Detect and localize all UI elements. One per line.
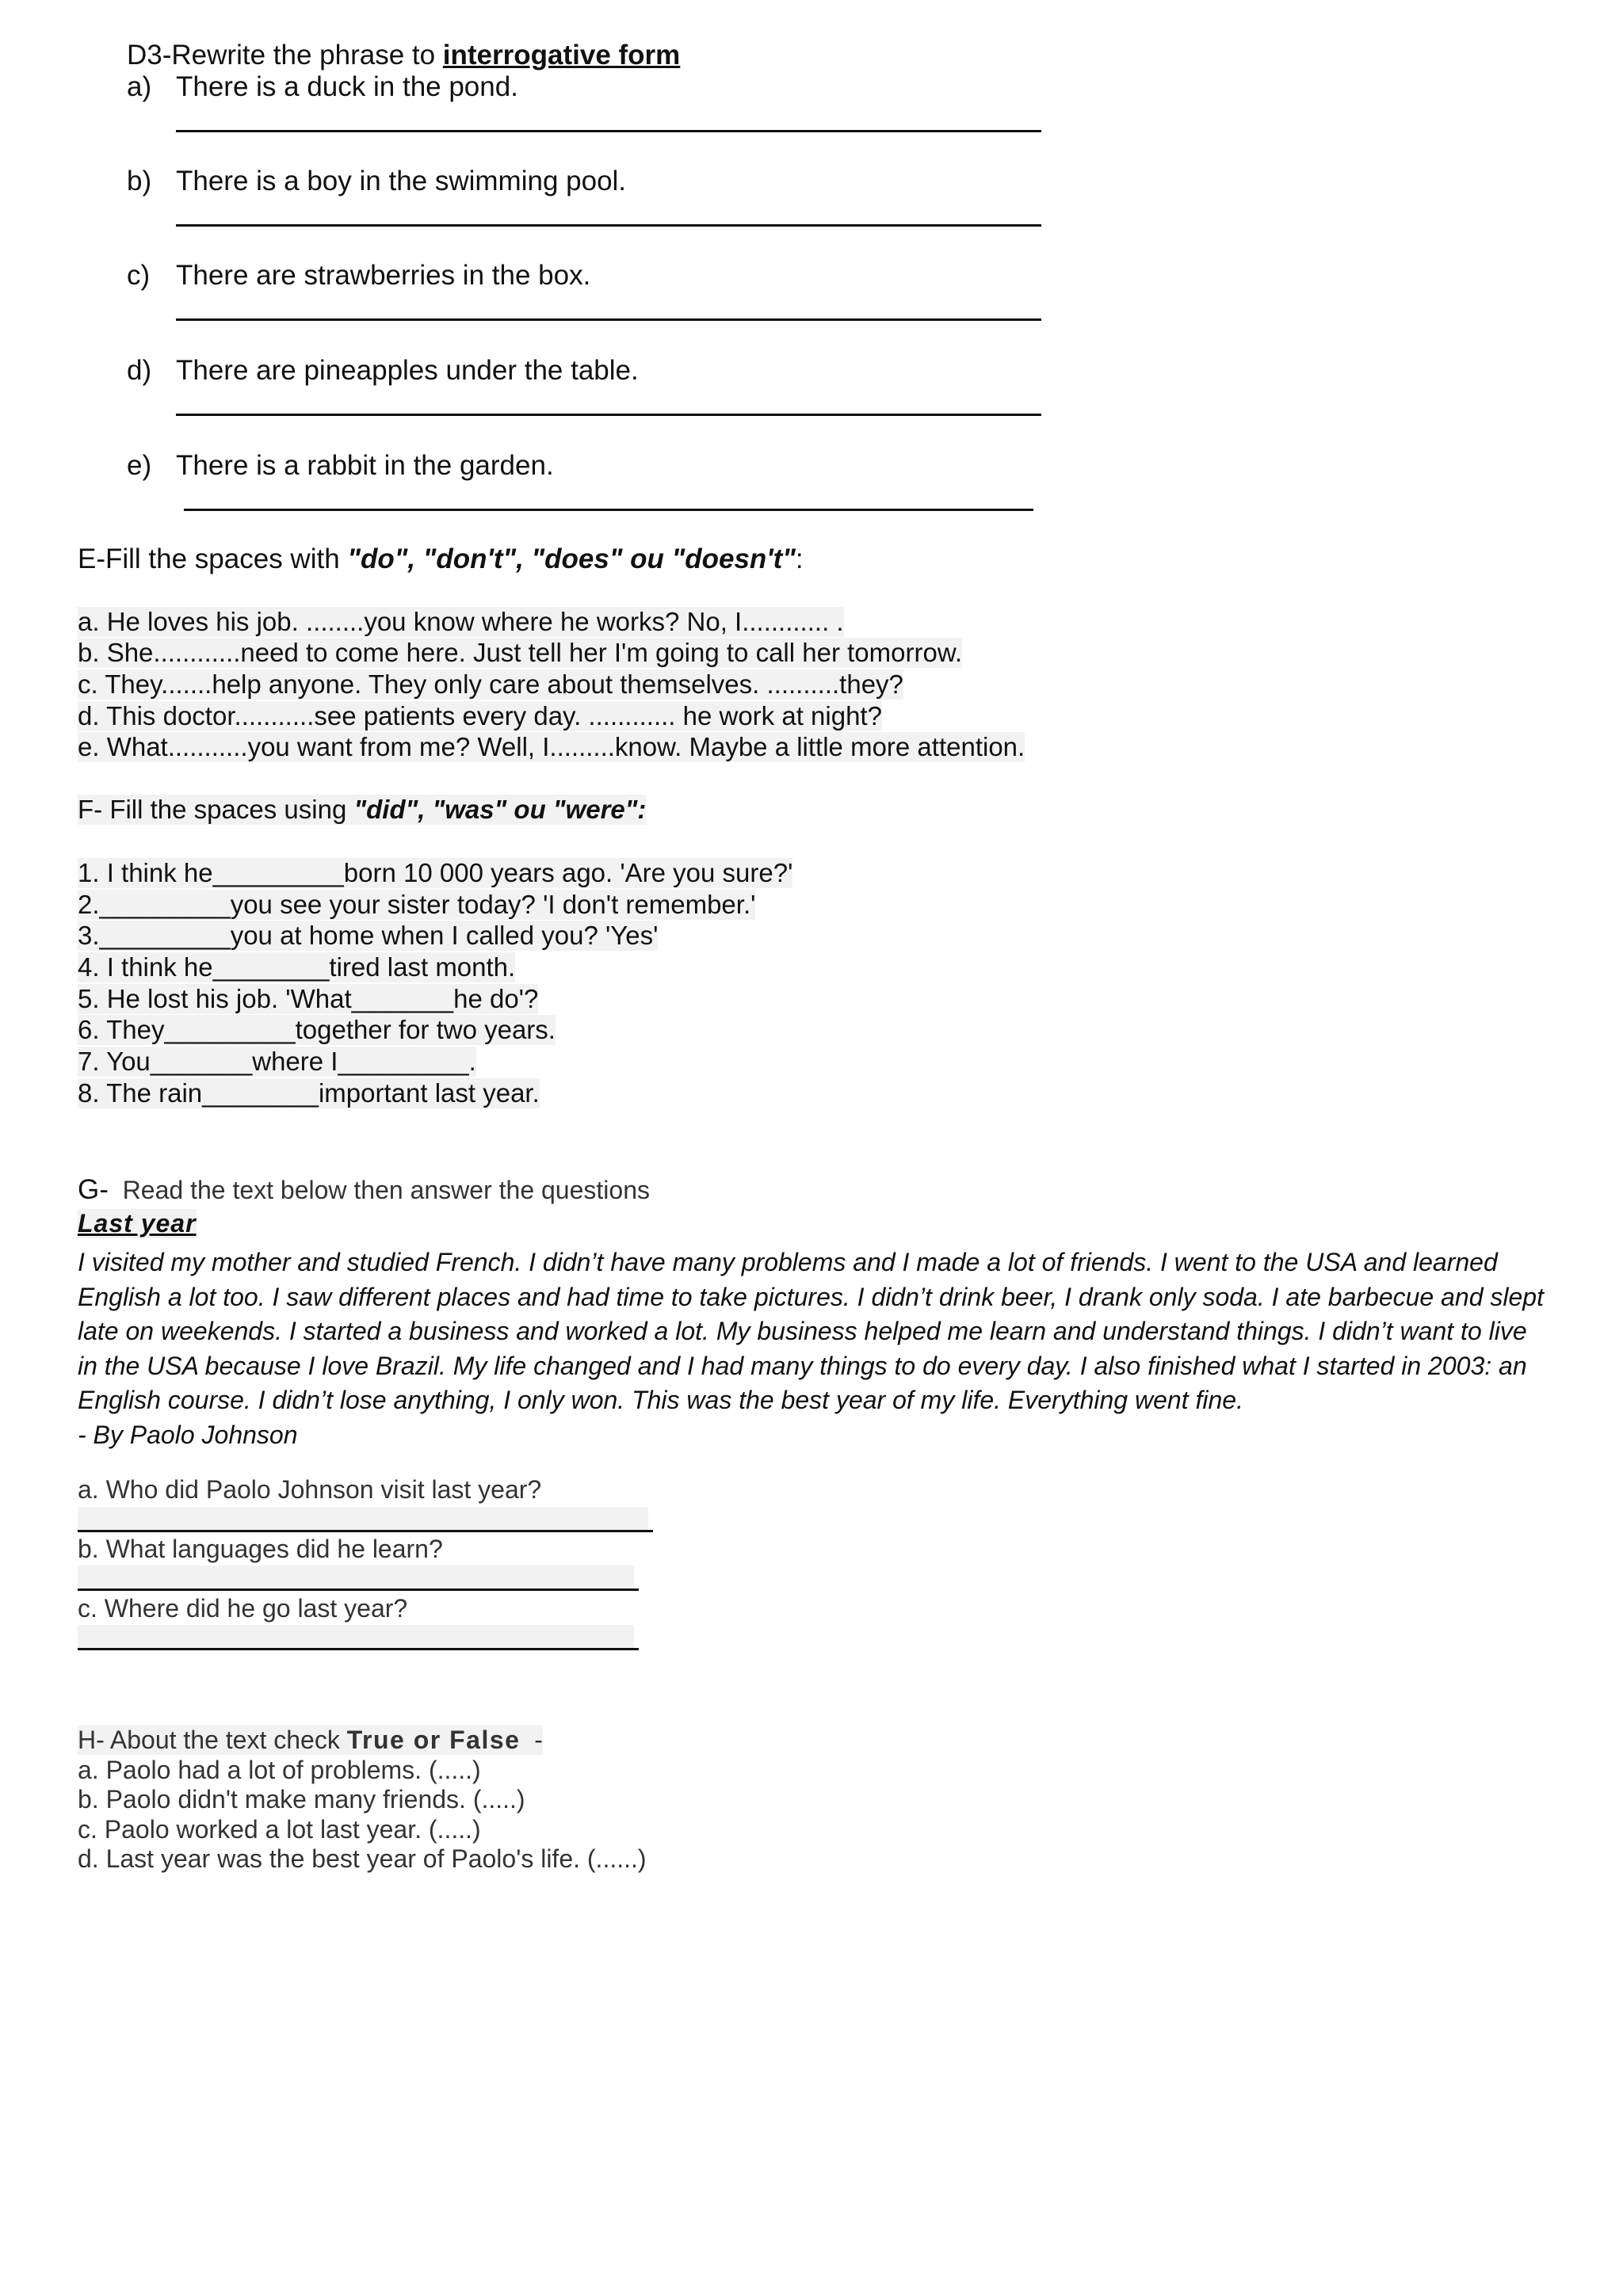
- story-line: late on weekends. I started a business and worked a lot. My business helped me learn and understand things. I didn’t want to live: [78, 1317, 1527, 1345]
- g-answer-line[interactable]: [78, 1648, 639, 1650]
- d3-title-prefix: D3-Rewrite the phrase to: [127, 40, 443, 71]
- g-answer-box[interactable]: [78, 1507, 648, 1531]
- f-item: 3._________you at home when I called you? 'Yes': [78, 921, 659, 950]
- g-heading: [78, 1174, 650, 1206]
- d3-item-text: There is a duck in the pond.: [176, 71, 518, 102]
- e-item: d. This doctor...........see patients every day. ............ he work at night?: [78, 701, 882, 730]
- d3-item-text: There is a boy in the swimming pool.: [176, 166, 627, 196]
- g-label: G-: [78, 1174, 109, 1205]
- d3-item-text: There is a rabbit in the garden.: [176, 450, 554, 481]
- d3-answer-line[interactable]: [176, 414, 1041, 416]
- e-title-emphasis: "do", "don't", "does" ou "doesn't": [347, 543, 796, 574]
- e-title-suffix: :: [795, 543, 804, 574]
- f-item: 5. He lost his job. 'What_______he do'?: [78, 984, 539, 1013]
- d3-item-letter: d): [127, 355, 152, 386]
- h-title-prefix: H- About the text check: [78, 1726, 347, 1754]
- e-title: [78, 543, 804, 575]
- g-question: a. Who did Paolo Johnson visit last year?: [78, 1475, 542, 1504]
- e-item: e. What...........you want from me? Well, I.........know. Maybe a little more attention.: [78, 732, 1025, 761]
- d3-title-emphasis: interrogative form: [442, 40, 681, 71]
- d3-title: [127, 40, 680, 71]
- d3-answer-line[interactable]: [176, 224, 1041, 227]
- f-item: 1. I think he_________born 10 000 years ago. 'Are you sure?': [78, 858, 793, 887]
- d3-item-letter: a): [127, 71, 152, 102]
- f-title: [78, 795, 646, 825]
- f-title-prefix: F- Fill the spaces using: [78, 795, 354, 824]
- g-instruction: Read the text below then answer the questions: [122, 1176, 650, 1204]
- d3-item-letter: e): [127, 450, 152, 481]
- e-item: a. He loves his job. ........you know where he works? No, I............ .: [78, 607, 844, 636]
- story-line: I visited my mother and studied French. I didn’t have many problems and I made a lot of friends. I went to the USA and learned: [78, 1248, 1498, 1276]
- g-answer-line[interactable]: [78, 1530, 653, 1532]
- d3-answer-line[interactable]: [176, 130, 1041, 132]
- g-question: b. What languages did he learn?: [78, 1535, 443, 1563]
- h-item: b. Paolo didn't make many friends. (.....): [78, 1785, 525, 1814]
- d3-item-text: There are strawberries in the box.: [176, 260, 591, 291]
- h-item: d. Last year was the best year of Paolo's life. (......): [78, 1844, 647, 1873]
- d3-item-letter: c): [127, 260, 151, 291]
- g-question: c. Where did he go last year?: [78, 1594, 408, 1623]
- f-item: 2._________you see your sister today? 'I don't remember.': [78, 890, 756, 919]
- f-item: 8. The rain________important last year.: [78, 1078, 540, 1108]
- g-answer-box[interactable]: [78, 1566, 634, 1589]
- d3-item-text: There are pineapples under the table.: [176, 355, 639, 386]
- h-item: a. Paolo had a lot of problems. (.....): [78, 1756, 481, 1784]
- f-item: 6. They_________together for two years.: [78, 1015, 556, 1044]
- story-line: English a lot too. I saw different places and had time to take pictures. I didn’t drink beer, I drank only soda. I ate barbecue and slept: [78, 1282, 1544, 1311]
- h-title-suffix: -: [520, 1726, 543, 1754]
- h-title-emphasis: True or False: [346, 1726, 521, 1754]
- story-title: Last year: [78, 1209, 197, 1238]
- h-title: [78, 1726, 543, 1755]
- story-line: in the USA because I love Brazil. My life changed and I had many things to do every day. I also finished what I started in 2003: an: [78, 1351, 1527, 1380]
- story-text: [78, 1245, 1599, 1452]
- f-item: 4. I think he________tired last month.: [78, 952, 516, 982]
- f-item: 7. You_______where I_________.: [78, 1047, 476, 1076]
- story-line: English course. I didn’t lose anything, I only won. This was the best year of my life. Everything went fine.: [78, 1386, 1243, 1414]
- e-item: c. They.......help anyone. They only care about themselves. ..........they?: [78, 669, 903, 699]
- d3-answer-line[interactable]: [176, 318, 1041, 321]
- g-answer-line[interactable]: [78, 1589, 639, 1591]
- e-title-prefix: E-Fill the spaces with: [78, 543, 348, 574]
- d3-answer-line[interactable]: [184, 509, 1033, 511]
- g-answer-box[interactable]: [78, 1625, 634, 1649]
- story-byline: - By Paolo Johnson: [78, 1420, 298, 1449]
- e-item: b. She............need to come here. Just tell her I'm going to call her tomorrow.: [78, 638, 963, 667]
- d3-item-letter: b): [127, 166, 152, 196]
- h-item: c. Paolo worked a lot last year. (.....): [78, 1815, 481, 1844]
- f-title-emphasis: "did", "was" ou "were":: [353, 795, 647, 824]
